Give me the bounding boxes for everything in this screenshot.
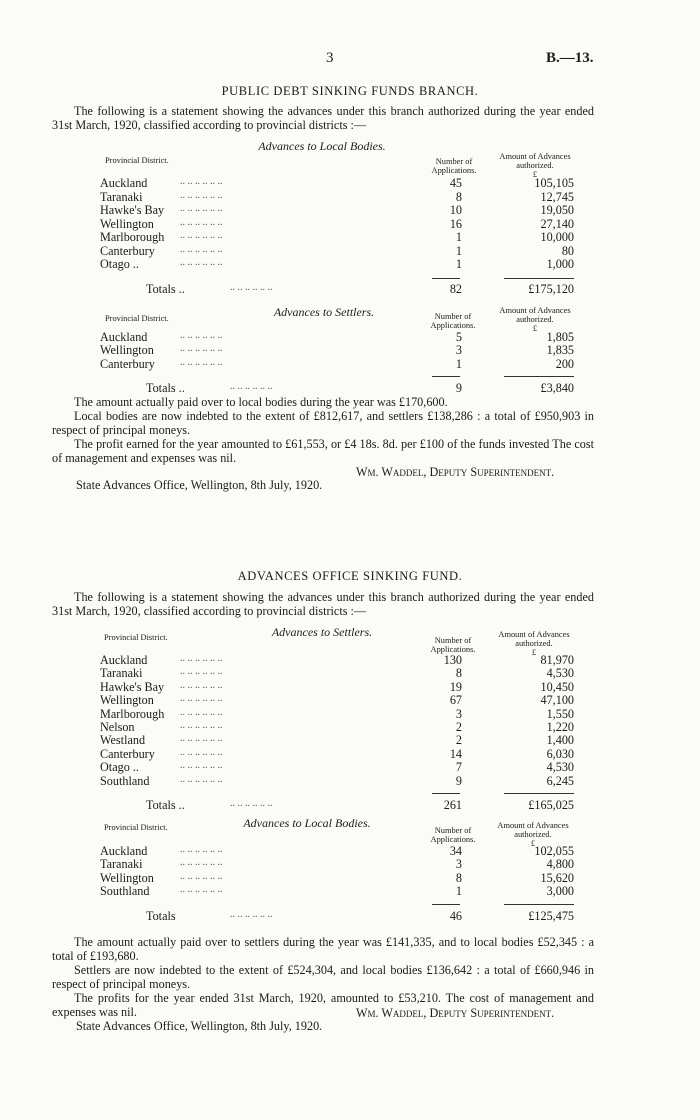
leader-dots: .. .. .. .. .. .. — [180, 857, 223, 869]
leader-dots: .. .. .. .. .. .. — [180, 356, 223, 368]
table-row — [0, 733, 700, 746]
applications-cell: 45 — [449, 176, 462, 190]
table-caption: Advances to Settlers. — [271, 625, 373, 639]
total-amount: £125,475 — [528, 908, 574, 923]
table-row — [0, 666, 700, 679]
amount-cell: 4,800 — [546, 857, 574, 872]
leader-dots: .. .. .. .. .. .. — [180, 176, 223, 187]
amount-cell: 6,030 — [546, 746, 574, 761]
col-header-unit: £ — [532, 324, 538, 333]
rule — [504, 793, 574, 794]
district-cell: Canterbury — [100, 243, 155, 258]
amount-cell: 10,450 — [540, 679, 574, 694]
applications-cell: 10 — [449, 203, 462, 217]
leader-dots: .. .. .. .. .. .. — [180, 746, 223, 758]
table-caption: Advances to Local Bodies. — [258, 139, 386, 153]
col-header-number: Number of Applications. — [430, 312, 476, 330]
leader-dots: .. .. .. .. .. .. — [180, 343, 223, 355]
amount-cell: 81,970 — [540, 653, 574, 667]
rule — [504, 278, 574, 279]
applications-cell: 3 — [455, 706, 462, 721]
office-line: State Advances Office, Wellington, 8th July, 1920. — [76, 478, 323, 492]
office-line: State Advances Office, Wellington, 8th July, 1920. — [76, 1019, 323, 1033]
district-cell: Westland — [100, 733, 146, 748]
table-row — [0, 343, 700, 356]
table-row — [0, 857, 700, 870]
col-header-district: Provincial District. — [104, 823, 168, 832]
district-cell: Wellington — [100, 870, 154, 885]
table-row — [0, 217, 700, 230]
applications-cell: 1 — [455, 356, 462, 371]
leader-dots: .. .. .. .. .. .. — [180, 844, 223, 855]
district-cell: Otago .. — [100, 257, 139, 271]
applications-cell: 16 — [449, 216, 462, 231]
table-row — [0, 884, 700, 897]
applications-cell: 1 — [455, 257, 462, 271]
applications-cell: 5 — [455, 330, 462, 344]
amount-cell: 80 — [561, 243, 574, 258]
page-reference: B.—13. — [546, 50, 594, 66]
amount-cell: 105,105 — [534, 176, 574, 190]
totals-label: Totals .. — [146, 380, 185, 395]
district-cell: Auckland — [100, 844, 148, 858]
col-header-amount: Amount of Advances authorized. — [499, 152, 571, 170]
rule — [432, 278, 460, 279]
total-amount: £165,025 — [528, 798, 574, 812]
table-row — [0, 244, 700, 257]
col-header-unit: £ — [531, 648, 537, 657]
paragraph: Settlers are now indebted to the extent of £524,304, and local bodies £136,642 : a total of £660,946 in respect of principal moneys. — [52, 963, 594, 992]
district-cell: Auckland — [100, 176, 148, 190]
district-cell: Otago .. — [100, 760, 139, 775]
table-row — [0, 176, 700, 189]
rule — [432, 376, 460, 377]
leader-dots: .. .. .. .. .. .. — [180, 870, 223, 882]
district-cell: Marlborough — [100, 230, 165, 244]
district-cell: Southland — [100, 884, 150, 899]
col-header-district: Provincial District. — [105, 314, 169, 323]
leader-dots: .. .. .. .. .. .. — [180, 733, 223, 745]
totals-label: Totals — [146, 908, 176, 923]
amount-cell: 1,805 — [546, 330, 574, 344]
total-applications: 46 — [449, 908, 462, 923]
section-title-public-debt: PUBLIC DEBT SINKING FUNDS BRANCH. — [221, 84, 479, 98]
table-row — [0, 720, 700, 733]
page-number: 3 — [326, 50, 334, 66]
applications-cell: 3 — [455, 343, 462, 358]
applications-cell: 1 — [455, 884, 462, 899]
col-header-amount: Amount of Advances authorized. — [497, 821, 569, 839]
table-row — [0, 190, 700, 203]
col-header-unit: £ — [532, 170, 538, 179]
rule — [504, 904, 574, 905]
col-header-number: Number of Applications. — [431, 157, 477, 175]
applications-cell: 14 — [449, 746, 462, 761]
applications-cell: 8 — [455, 666, 462, 681]
district-cell: Auckland — [100, 653, 148, 667]
rule — [432, 904, 460, 905]
signature: Wm. Waddel, Deputy Superintendent. — [356, 465, 555, 479]
leader-dots: .. .. .. .. .. .. — [180, 884, 223, 896]
leader-dots: .. .. .. .. .. .. — [180, 679, 223, 691]
amount-cell: 10,000 — [540, 230, 574, 244]
amount-cell: 47,100 — [540, 693, 574, 708]
table-row — [0, 257, 700, 270]
amount-cell: 200 — [555, 356, 574, 371]
amount-cell: 1,400 — [546, 733, 574, 748]
district-cell: Wellington — [100, 216, 154, 231]
leader-dots: .. .. .. .. .. .. — [180, 666, 223, 678]
district-cell: Canterbury — [100, 746, 155, 761]
table-row — [0, 747, 700, 760]
table-row — [0, 680, 700, 693]
totals-label: Totals .. — [146, 281, 185, 296]
applications-cell: 34 — [449, 844, 462, 858]
table-row — [0, 707, 700, 720]
leader-dots: .. .. .. .. .. .. — [180, 243, 223, 255]
leader-dots: .. .. .. .. .. .. — [180, 330, 223, 341]
paragraph: The profit earned for the year amounted to £61,553, or £4 18s. 8d. per £100 of the funds invested The cost of management and expenses was nil. — [52, 437, 594, 466]
applications-cell: 9 — [455, 773, 462, 788]
amount-cell: 12,745 — [540, 189, 574, 204]
section-intro: The following is a statement showing the advances under this branch authorized during the year ended 31st March, 1920, classified according to provincial districts :— — [52, 104, 594, 133]
applications-cell: 19 — [449, 679, 462, 694]
amount-cell: 4,530 — [546, 760, 574, 775]
leader-dots: .. .. .. .. .. .. — [230, 281, 273, 293]
table-row — [0, 357, 700, 370]
applications-cell: 2 — [455, 733, 462, 748]
leader-dots: .. .. .. .. .. .. — [180, 216, 223, 228]
table-row — [0, 871, 700, 884]
totals-row — [0, 381, 700, 394]
col-header-amount: Amount of Advances authorized. — [499, 306, 571, 324]
section-intro: The following is a statement showing the advances under this branch authorized during the year ended 31st March, 1920, classified according to provincial districts :— — [52, 590, 594, 619]
amount-cell: 102,055 — [534, 844, 574, 858]
district-cell: Auckland — [100, 330, 148, 344]
table-caption: Advances to Local Bodies. — [243, 816, 371, 830]
district-cell: Taranaki — [100, 857, 143, 872]
applications-cell: 1 — [455, 243, 462, 258]
amount-cell: 19,050 — [540, 203, 574, 217]
col-header-amount: Amount of Advances authorized. — [498, 630, 570, 648]
paragraph: The profits for the year ended 31st March, 1920, amounted to £53,210. The cost of management and expenses was nil. — [52, 991, 594, 1020]
leader-dots: .. .. .. .. .. .. — [180, 773, 223, 785]
section-title-advances-office: ADVANCES OFFICE SINKING FUND. — [237, 569, 463, 583]
applications-cell: 130 — [443, 653, 462, 667]
totals-row — [0, 282, 700, 295]
amount-cell: 6,245 — [546, 773, 574, 788]
paragraph: Local bodies are now indebted to the extent of £812,617, and settlers £138,286 : a total of £950,903 in respect of principal moneys. — [52, 409, 594, 438]
table-row — [0, 774, 700, 787]
amount-cell: 1,220 — [546, 720, 574, 734]
amount-cell: 27,140 — [540, 216, 574, 231]
amount-cell: 1,000 — [546, 257, 574, 271]
district-cell: Hawke's Bay — [100, 203, 165, 217]
leader-dots: .. .. .. .. .. .. — [180, 230, 223, 241]
total-applications: 9 — [455, 380, 462, 395]
leader-dots: .. .. .. .. .. .. — [180, 189, 223, 201]
leader-dots: .. .. .. .. .. .. — [180, 706, 223, 718]
table-caption: Advances to Settlers. — [273, 305, 375, 319]
total-applications: 261 — [443, 798, 462, 812]
leader-dots: .. .. .. .. .. .. — [230, 798, 273, 809]
applications-cell: 8 — [455, 870, 462, 885]
applications-cell: 7 — [455, 760, 462, 775]
applications-cell: 67 — [449, 693, 462, 708]
applications-cell: 2 — [455, 720, 462, 734]
leader-dots: .. .. .. .. .. .. — [180, 760, 223, 772]
district-cell: Canterbury — [100, 356, 155, 371]
rule — [504, 376, 574, 377]
district-cell: Marlborough — [100, 706, 165, 721]
table-row — [0, 203, 700, 216]
signature: Wm. Waddel, Deputy Superintendent. — [356, 1006, 555, 1020]
amount-cell: 15,620 — [540, 870, 574, 885]
table-row — [0, 230, 700, 243]
table-row — [0, 693, 700, 706]
col-header-number: Number of Applications. — [430, 636, 476, 654]
district-cell: Nelson — [100, 720, 135, 734]
district-cell: Wellington — [100, 693, 154, 708]
paragraph: The amount actually paid over to settlers during the year was £141,335, and to local bodies £52,345 : a total of £193,680. — [52, 935, 594, 964]
col-header-unit: £ — [530, 839, 536, 848]
district-cell: Taranaki — [100, 666, 143, 681]
amount-cell: 4,530 — [546, 666, 574, 681]
applications-cell: 8 — [455, 189, 462, 204]
table-row — [0, 330, 700, 343]
rule — [432, 793, 460, 794]
leader-dots: .. .. .. .. .. .. — [180, 720, 223, 731]
applications-cell: 3 — [455, 857, 462, 872]
col-header-district: Provincial District. — [104, 633, 168, 642]
total-amount: £175,120 — [528, 281, 574, 296]
district-cell: Taranaki — [100, 189, 143, 204]
table-row — [0, 844, 700, 857]
total-amount: £3,840 — [540, 380, 574, 395]
amount-cell: 1,550 — [546, 706, 574, 721]
amount-cell: 3,000 — [546, 884, 574, 899]
total-applications: 82 — [449, 281, 462, 296]
table-row — [0, 653, 700, 666]
totals-label: Totals .. — [146, 798, 185, 812]
district-cell: Southland — [100, 773, 150, 788]
col-header-number: Number of Applications. — [430, 826, 476, 844]
district-cell: Wellington — [100, 343, 154, 358]
totals-row — [0, 798, 700, 811]
applications-cell: 1 — [455, 230, 462, 244]
district-cell: Hawke's Bay — [100, 679, 165, 694]
totals-row — [0, 909, 700, 922]
leader-dots: .. .. .. .. .. .. — [180, 257, 223, 268]
leader-dots: .. .. .. .. .. .. — [180, 653, 223, 664]
paragraph: The amount actually paid over to local bodies during the year was £170,600. — [74, 395, 448, 409]
amount-cell: 1,835 — [546, 343, 574, 358]
leader-dots: .. .. .. .. .. .. — [180, 203, 223, 214]
col-header-district: Provincial District. — [105, 156, 169, 165]
leader-dots: .. .. .. .. .. .. — [180, 693, 223, 705]
leader-dots: .. .. .. .. .. .. — [230, 908, 273, 920]
leader-dots: .. .. .. .. .. .. — [230, 380, 273, 392]
table-row — [0, 760, 700, 773]
